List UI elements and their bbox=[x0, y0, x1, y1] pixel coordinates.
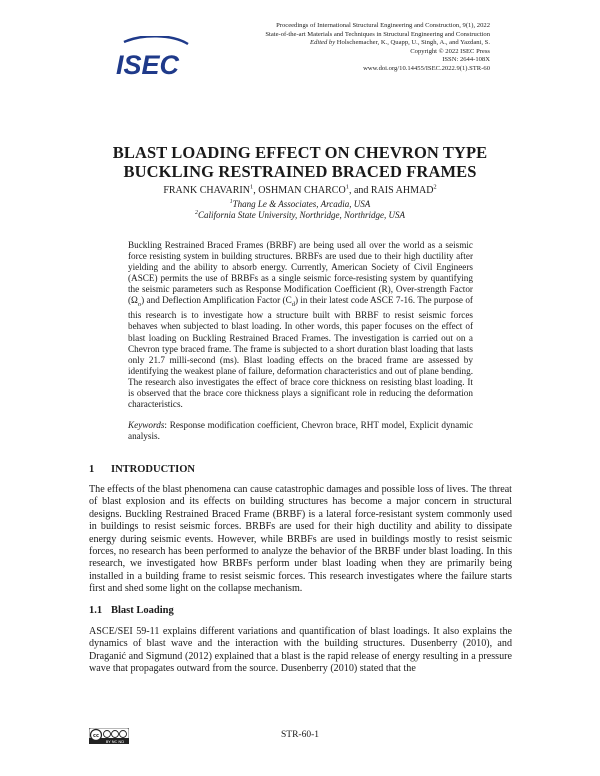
author-name: RAIS AHMAD bbox=[370, 185, 434, 196]
abstract-text: Buckling Restrained Braced Frames (BRBF) are being used all over the world as a seismic force resisting system in building structures. BRBFs are used due to their high ductility after yielding and the ability to absorb energy. Currently, American Society of Civil Engineers (ASCE) permits the use of BRBFs as a single seismic force-resisting system by quantifying the seismic parameters such as Response Modification Coefficient (R), Over-strength Factor (Ω bbox=[128, 240, 473, 306]
abstract-text: ) in their latest code ASCE 7-16. The purpose of this research is to investigate how a structure built with BRBF to resist seismic forces behaves when subjected to blast loading. In other words, this paper focuses on the effect of blast loading on Buckling Restrained Braced Frames. The investigation is carried out on a Chevron type braced frame. The frame is subjected to a short duration blast loading that lasts only 21.7 milli-second (ms). Blast loading effects on the braced frame are assessed by identifying the weakest plane of failure, deformation characteristics and out of plane bending. The research also investigates the effect of brace core thickness on resisting blast loading. It is observed that the brace core thickness plays a significant role in reducing the deformation characteristics. bbox=[128, 295, 473, 410]
affiliations bbox=[60, 199, 540, 221]
subsection-number: 1.1 bbox=[89, 605, 103, 616]
section-number: 1 bbox=[89, 464, 95, 475]
logo-swoosh bbox=[124, 36, 188, 44]
affiliation-1 bbox=[60, 199, 540, 210]
author-list bbox=[60, 185, 540, 196]
keywords-text: : Response modification coefficient, Chevron brace, RHT model, Explicit dynamic analysis. bbox=[128, 420, 473, 442]
author-separator: , bbox=[253, 185, 259, 196]
publication-header bbox=[190, 22, 490, 73]
keywords-label: Keywords bbox=[128, 420, 165, 430]
author-sup: 1 bbox=[345, 183, 349, 191]
doi-link[interactable]: www.doi.org/10.14455/ISEC.2022.9(1).STR-60 bbox=[363, 64, 490, 72]
subsection-title: Blast Loading bbox=[111, 605, 174, 616]
issn-line: ISSN: 2644-108X bbox=[442, 56, 490, 63]
blast-loading-paragraph: ASCE/SEI 59-11 explains different variations and quantification of blast loadings. It also explains the dynamics of blast wave and the interaction with the building structures. Dusenberry (2010), and Draganić and Sigmund (2012) explained that a blast is the rapid release of energy resulting in a pressure wave that propagates outward from the source. Dusenberry (2010) stated that the bbox=[89, 626, 512, 675]
section-heading-introduction bbox=[89, 464, 195, 475]
affiliation-sup: 2 bbox=[195, 210, 198, 216]
affiliation-text: Thang Le & Associates, Arcadia, USA bbox=[232, 199, 371, 209]
editors-line bbox=[190, 39, 490, 48]
logo-text: ISEC bbox=[116, 50, 180, 80]
affiliation-text: California State University, Northridge, Northridge, USA bbox=[197, 210, 405, 220]
keywords bbox=[128, 420, 473, 442]
title-line-2: BUCKLING RESTRAINED BRACED FRAMES bbox=[123, 161, 477, 181]
abstract-subscript: d bbox=[291, 301, 295, 309]
subsection-heading-blast-loading bbox=[89, 605, 174, 616]
abstract bbox=[128, 240, 473, 410]
section-title: INTRODUCTION bbox=[111, 464, 196, 475]
isec-logo bbox=[112, 36, 192, 86]
conference-line: State-of-the-art Materials and Techniques in Structural Engineering and Construction bbox=[265, 30, 490, 38]
affiliation-2 bbox=[60, 210, 540, 221]
proceedings-line: Proceedings of International Structural Engineering and Construction, 9(1), 2022 bbox=[276, 22, 490, 29]
page-number: STR-60-1 bbox=[281, 730, 319, 740]
abstract-subscript: o bbox=[137, 301, 142, 309]
author-name: OSHMAN CHARCO bbox=[258, 185, 346, 196]
author-sup: 1 bbox=[249, 183, 254, 191]
author-name: FRANK CHAVARIN bbox=[163, 185, 250, 196]
svg-text:cc: cc bbox=[93, 733, 99, 739]
editors-names: Holschemacher, K., Quapp, U., Singh, A., and Yazdani, S. bbox=[335, 39, 490, 46]
license-text: BY NC ND bbox=[105, 738, 125, 744]
copyright-line: Copyright © 2022 ISEC Press bbox=[410, 47, 490, 55]
editors-label: Edited by bbox=[310, 39, 336, 46]
affiliation-sup: 1 bbox=[229, 199, 233, 205]
title-line-1: BLAST LOADING EFFECT ON CHEVRON TYPE bbox=[112, 143, 488, 162]
author-sup: 2 bbox=[433, 183, 437, 191]
author-separator: , and bbox=[348, 185, 371, 196]
paper-title bbox=[60, 144, 540, 181]
abstract-text: ) and Deflection Amplification Factor (C bbox=[141, 295, 292, 306]
introduction-paragraph: The effects of the blast phenomena can cause catastrophic damages and possible loss of lives. The threat of blast explosion and its effects on building structures has become a major concern in structural designs. Buckling Restrained Braced Frame (BRBF) is a lateral force-resistant system commonly used in buildings to resist seismic forces. BRBFs are used for their high ductility and ability to dissipate energy during seismic events. However, while BRBFs are used in buildings mostly to resist seismic forces, no research has been performed to analyze the behavior of the BRBF under blast loading. In this research, we investigated how BRBFs perform under blast loading when they are primarily being installed in a building frame to resist seismic forces. This research investigates where the failure starts first and shed some light on the collapse mechanism. bbox=[89, 484, 512, 595]
